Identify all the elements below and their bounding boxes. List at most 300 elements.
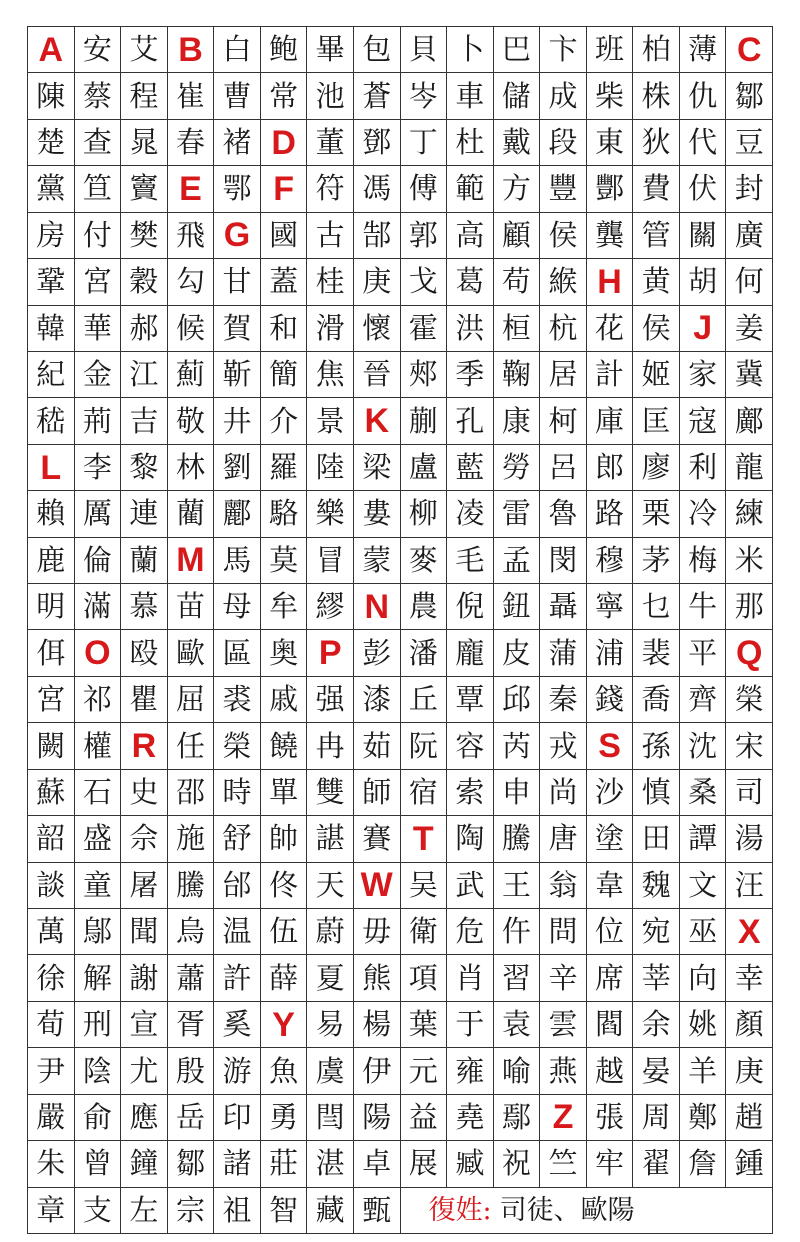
surname-cell: 肖 xyxy=(447,955,494,1001)
surname-cell: 蒼 xyxy=(354,73,401,119)
surname-cell: 倪 xyxy=(447,584,494,630)
surname-cell: 席 xyxy=(587,955,634,1001)
surname-cell: 益 xyxy=(401,1095,448,1141)
surname-cell: 明 xyxy=(28,584,75,630)
surname-cell: 母 xyxy=(214,584,261,630)
surname-cell: 池 xyxy=(307,73,354,119)
surname-cell: 那 xyxy=(726,584,773,630)
surname-cell: 奚 xyxy=(214,1002,261,1048)
surname-cell: 貝 xyxy=(401,27,448,73)
surname-cell: 闕 xyxy=(28,723,75,769)
surname-cell: 杭 xyxy=(540,306,587,352)
surname-cell: 韋 xyxy=(587,863,634,909)
surname-cell: 霍 xyxy=(401,306,448,352)
surname-cell: 季 xyxy=(447,352,494,398)
surname-cell: 夏 xyxy=(307,955,354,1001)
surname-cell: 連 xyxy=(121,491,168,537)
letter-marker-cell: C xyxy=(726,27,773,73)
surname-cell: 危 xyxy=(447,909,494,955)
surname-cell: 問 xyxy=(540,909,587,955)
surname-cell: 宮 xyxy=(28,677,75,723)
surname-cell: 童 xyxy=(75,863,122,909)
surname-cell: 寇 xyxy=(680,398,727,444)
surname-cell: 古 xyxy=(307,213,354,259)
surname-cell: 杜 xyxy=(447,120,494,166)
surname-cell: 時 xyxy=(214,770,261,816)
surname-cell: 鄧 xyxy=(354,120,401,166)
surname-cell: 穀 xyxy=(121,259,168,305)
surname-cell: 阮 xyxy=(401,723,448,769)
surname-cell: 何 xyxy=(726,259,773,305)
surname-cell: 莘 xyxy=(633,955,680,1001)
surname-cell: 榮 xyxy=(214,723,261,769)
letter-marker-cell: D xyxy=(261,120,308,166)
surname-cell: 曾 xyxy=(75,1141,122,1187)
surname-cell: 藏 xyxy=(307,1188,354,1234)
surname-cell: 繆 xyxy=(307,584,354,630)
surname-cell: 景 xyxy=(307,398,354,444)
surname-cell: 靳 xyxy=(214,352,261,398)
surname-cell: 潘 xyxy=(401,630,448,676)
surname-cell: 武 xyxy=(447,863,494,909)
surname-cell: 桑 xyxy=(680,770,727,816)
surname-cell: 游 xyxy=(214,1048,261,1094)
surname-cell: 莫 xyxy=(261,538,308,584)
surname-cell: 關 xyxy=(680,213,727,259)
surname-cell: 滿 xyxy=(75,584,122,630)
surname-cell: 解 xyxy=(75,955,122,1001)
surname-cell: 翟 xyxy=(633,1141,680,1187)
surname-cell: 倫 xyxy=(75,538,122,584)
surname-cell: 戎 xyxy=(540,723,587,769)
surname-cell: 談 xyxy=(28,863,75,909)
surname-cell: 袁 xyxy=(494,1002,541,1048)
surname-cell: 田 xyxy=(633,816,680,862)
surname-cell: 陽 xyxy=(354,1095,401,1141)
surname-cell: 農 xyxy=(401,584,448,630)
letter-marker-cell: R xyxy=(121,723,168,769)
surname-cell: 薄 xyxy=(680,27,727,73)
surname-cell: 牛 xyxy=(680,584,727,630)
surname-cell: 桂 xyxy=(307,259,354,305)
surname-cell: 鞠 xyxy=(494,352,541,398)
surname-cell: 姜 xyxy=(726,306,773,352)
surname-cell: 鄺 xyxy=(726,398,773,444)
surname-cell: 高 xyxy=(447,213,494,259)
letter-marker-cell: N xyxy=(354,584,401,630)
surname-cell: 石 xyxy=(75,770,122,816)
surname-cell: 安 xyxy=(75,27,122,73)
surname-cell: 庚 xyxy=(726,1048,773,1094)
surname-cell: 閔 xyxy=(540,538,587,584)
surname-cell: 華 xyxy=(75,306,122,352)
surname-cell: 胥 xyxy=(168,1002,215,1048)
surname-cell: 楊 xyxy=(354,1002,401,1048)
surname-cell: 諶 xyxy=(307,816,354,862)
surname-cell: 臧 xyxy=(447,1141,494,1187)
surname-cell: 毛 xyxy=(447,538,494,584)
surname-cell: 孔 xyxy=(447,398,494,444)
surname-cell: 舒 xyxy=(214,816,261,862)
surname-cell: 俞 xyxy=(75,1095,122,1141)
surname-cell: 榮 xyxy=(726,677,773,723)
surname-cell: 江 xyxy=(121,352,168,398)
letter-marker-cell: A xyxy=(28,27,75,73)
surname-cell: 胡 xyxy=(680,259,727,305)
surname-cell: 區 xyxy=(214,630,261,676)
surname-cell: 宛 xyxy=(633,909,680,955)
surname-cell: 師 xyxy=(354,770,401,816)
surname-cell: 索 xyxy=(447,770,494,816)
surname-cell: 茹 xyxy=(354,723,401,769)
surname-cell: 蓋 xyxy=(261,259,308,305)
surname-cell: 支 xyxy=(75,1188,122,1234)
surname-cell: 冀 xyxy=(726,352,773,398)
surname-cell: 郝 xyxy=(121,306,168,352)
surname-cell: 豆 xyxy=(726,120,773,166)
surname-cell: 湯 xyxy=(726,816,773,862)
surname-cell: 冷 xyxy=(680,491,727,537)
surname-cell: 容 xyxy=(447,723,494,769)
surname-cell: 慎 xyxy=(633,770,680,816)
surname-cell: 宮 xyxy=(75,259,122,305)
surname-cell: 竺 xyxy=(540,1141,587,1187)
surname-cell: 仇 xyxy=(680,73,727,119)
surname-cell: 蕭 xyxy=(168,955,215,1001)
surname-cell: 習 xyxy=(494,955,541,1001)
surname-cell: 勾 xyxy=(168,259,215,305)
surname-cell: 秦 xyxy=(540,677,587,723)
surname-cell: 居 xyxy=(540,352,587,398)
surname-cell: 譚 xyxy=(680,816,727,862)
surname-cell: 井 xyxy=(214,398,261,444)
surname-cell: 韓 xyxy=(28,306,75,352)
surname-cell: 岳 xyxy=(168,1095,215,1141)
surname-cell: 魯 xyxy=(540,491,587,537)
surname-cell: 牟 xyxy=(261,584,308,630)
surname-cell: 諸 xyxy=(214,1141,261,1187)
surname-cell: 晏 xyxy=(633,1048,680,1094)
surname-cell: 計 xyxy=(587,352,634,398)
surname-cell: 燕 xyxy=(540,1048,587,1094)
surname-cell: 樊 xyxy=(121,213,168,259)
surname-cell: 白 xyxy=(214,27,261,73)
surname-cell: 申 xyxy=(494,770,541,816)
surname-cell: 楚 xyxy=(28,120,75,166)
surname-cell: 衛 xyxy=(401,909,448,955)
surname-cell: 喻 xyxy=(494,1048,541,1094)
surname-cell: 苗 xyxy=(168,584,215,630)
surname-cell: 沈 xyxy=(680,723,727,769)
surname-cell: 徐 xyxy=(28,955,75,1001)
surname-cell: 吴 xyxy=(401,863,448,909)
surname-cell: 鈕 xyxy=(494,584,541,630)
letter-marker-cell: K xyxy=(354,398,401,444)
surname-cell: 鄢 xyxy=(494,1095,541,1141)
surname-cell: 春 xyxy=(168,120,215,166)
surname-cell: 余 xyxy=(633,1002,680,1048)
surname-cell: 佘 xyxy=(121,816,168,862)
surname-cell: 祖 xyxy=(214,1188,261,1234)
surname-cell: 笪 xyxy=(75,166,122,212)
surname-cell: 侯 xyxy=(540,213,587,259)
surname-cell: 巴 xyxy=(494,27,541,73)
surname-cell: 段 xyxy=(540,120,587,166)
surname-cell: 芮 xyxy=(494,723,541,769)
surname-cell: 候 xyxy=(168,306,215,352)
letter-marker-cell: H xyxy=(587,259,634,305)
surname-cell: 付 xyxy=(75,213,122,259)
surname-cell: 儲 xyxy=(494,73,541,119)
surname-cell: 于 xyxy=(447,1002,494,1048)
surname-cell: 幸 xyxy=(726,955,773,1001)
surname-cell: 陳 xyxy=(28,73,75,119)
letter-marker-cell: W xyxy=(354,863,401,909)
surname-cell: 唐 xyxy=(540,816,587,862)
surname-cell: 梅 xyxy=(680,538,727,584)
surname-cell: 株 xyxy=(633,73,680,119)
surname-cell: 鹿 xyxy=(28,538,75,584)
surname-cell: 塗 xyxy=(587,816,634,862)
surname-cell: 薊 xyxy=(168,352,215,398)
surname-cell: 冉 xyxy=(307,723,354,769)
surname-cell: 桓 xyxy=(494,306,541,352)
surname-cell: 項 xyxy=(401,955,448,1001)
surname-cell: 鄭 xyxy=(680,1095,727,1141)
surname-cell: 尚 xyxy=(540,770,587,816)
letter-marker-cell: O xyxy=(75,630,122,676)
surname-cell: 敬 xyxy=(168,398,215,444)
surname-cell: 柳 xyxy=(401,491,448,537)
surname-cell: 熊 xyxy=(354,955,401,1001)
surname-cell: 翁 xyxy=(540,863,587,909)
surname-cell: 薛 xyxy=(261,955,308,1001)
surname-cell: 賽 xyxy=(354,816,401,862)
letter-marker-cell: J xyxy=(680,306,727,352)
surname-cell: 温 xyxy=(214,909,261,955)
surname-cell: 酆 xyxy=(587,166,634,212)
surname-cell: 雙 xyxy=(307,770,354,816)
surname-cell: 方 xyxy=(494,166,541,212)
surname-cell: 盧 xyxy=(401,445,448,491)
surname-cell: 蘭 xyxy=(121,538,168,584)
letter-marker-cell: M xyxy=(168,538,215,584)
surname-cell: 帥 xyxy=(261,816,308,862)
surname-cell: 易 xyxy=(307,1002,354,1048)
surname-cell: 詹 xyxy=(680,1141,727,1187)
surname-cell: 雷 xyxy=(494,491,541,537)
surname-cell: 鍾 xyxy=(726,1141,773,1187)
surname-cell: 茅 xyxy=(633,538,680,584)
surname-cell: 黨 xyxy=(28,166,75,212)
surname-cell: 常 xyxy=(261,73,308,119)
surname-cell: 羊 xyxy=(680,1048,727,1094)
letter-marker-cell: Y xyxy=(261,1002,308,1048)
surname-cell: 黄 xyxy=(633,259,680,305)
surname-cell: 文 xyxy=(680,863,727,909)
surname-cell: 鞏 xyxy=(28,259,75,305)
surname-cell: 匡 xyxy=(633,398,680,444)
surname-cell: 柏 xyxy=(633,27,680,73)
surname-cell: 李 xyxy=(75,445,122,491)
surname-cell: 程 xyxy=(121,73,168,119)
surname-cell: 褚 xyxy=(214,120,261,166)
surname-cell: 牢 xyxy=(587,1141,634,1187)
surname-cell: 戴 xyxy=(494,120,541,166)
surname-cell: 鐘 xyxy=(121,1141,168,1187)
surname-cell: 葉 xyxy=(401,1002,448,1048)
surname-cell: 晁 xyxy=(121,120,168,166)
surname-cell: 沙 xyxy=(587,770,634,816)
surname-cell: 寧 xyxy=(587,584,634,630)
surname-cell: 伊 xyxy=(354,1048,401,1094)
surname-cell: 郭 xyxy=(401,213,448,259)
surname-cell: 皮 xyxy=(494,630,541,676)
surname-cell: 騰 xyxy=(494,816,541,862)
surname-cell: 左 xyxy=(121,1188,168,1234)
surname-cell: 陶 xyxy=(447,816,494,862)
surname-cell: 辛 xyxy=(540,955,587,1001)
surname-cell: 奥 xyxy=(261,630,308,676)
surname-cell: 慕 xyxy=(121,584,168,630)
surname-cell: 閆 xyxy=(307,1095,354,1141)
surname-cell: 龐 xyxy=(447,630,494,676)
surname-cell: 婁 xyxy=(354,491,401,537)
surname-cell: 侯 xyxy=(633,306,680,352)
surname-cell: 豐 xyxy=(540,166,587,212)
surname-cell: 强 xyxy=(307,677,354,723)
surname-cell: 彭 xyxy=(354,630,401,676)
surname-cell: 位 xyxy=(587,909,634,955)
surname-cell: 荀 xyxy=(28,1002,75,1048)
surname-cell: 乜 xyxy=(633,584,680,630)
surname-cell: 周 xyxy=(633,1095,680,1141)
surname-cell: 喬 xyxy=(633,677,680,723)
letter-marker-cell: L xyxy=(28,445,75,491)
surname-cell: 和 xyxy=(261,306,308,352)
surname-cell: 司 xyxy=(726,770,773,816)
surname-cell: 羅 xyxy=(261,445,308,491)
surname-cell: 殴 xyxy=(121,630,168,676)
surname-cell: 卜 xyxy=(447,27,494,73)
surname-cell: 勞 xyxy=(494,445,541,491)
surname-cell: 覃 xyxy=(447,677,494,723)
surname-cell: 朱 xyxy=(28,1141,75,1187)
surname-cell: 龍 xyxy=(726,445,773,491)
surname-cell: 賴 xyxy=(28,491,75,537)
surname-cell: 陸 xyxy=(307,445,354,491)
surname-cell: 宋 xyxy=(726,723,773,769)
surname-cell: 向 xyxy=(680,955,727,1001)
surname-cell: 騰 xyxy=(168,863,215,909)
surname-cell: 介 xyxy=(261,398,308,444)
surname-cell: 麥 xyxy=(401,538,448,584)
surname-cell: 陰 xyxy=(75,1048,122,1094)
surname-cell: 鲍 xyxy=(261,27,308,73)
surname-cell: 錢 xyxy=(587,677,634,723)
surname-cell: 邵 xyxy=(168,770,215,816)
letter-marker-cell: B xyxy=(168,27,215,73)
surname-cell: 蒙 xyxy=(354,538,401,584)
surname-cell: 成 xyxy=(540,73,587,119)
surname-cell: 狄 xyxy=(633,120,680,166)
surname-cell: 仵 xyxy=(494,909,541,955)
surname-cell: 越 xyxy=(587,1048,634,1094)
surname-cell: 葛 xyxy=(447,259,494,305)
surname-cell: 柴 xyxy=(587,73,634,119)
surname-cell: 花 xyxy=(587,306,634,352)
surname-cell: 浦 xyxy=(587,630,634,676)
surname-cell: 顧 xyxy=(494,213,541,259)
surname-cell: 甄 xyxy=(354,1188,401,1234)
surname-cell: 凌 xyxy=(447,491,494,537)
surname-cell: 藺 xyxy=(168,491,215,537)
surname-cell: 封 xyxy=(726,166,773,212)
surname-cell: 趙 xyxy=(726,1095,773,1141)
surname-cell: 嚴 xyxy=(28,1095,75,1141)
surname-cell: 曹 xyxy=(214,73,261,119)
surname-cell: 吉 xyxy=(121,398,168,444)
surname-cell: 鄂 xyxy=(214,166,261,212)
surname-cell: 邱 xyxy=(494,677,541,723)
surname-cell: 瞿 xyxy=(121,677,168,723)
surname-cell: 刑 xyxy=(75,1002,122,1048)
surname-cell: 馬 xyxy=(214,538,261,584)
surname-cell: 崔 xyxy=(168,73,215,119)
surname-cell: 甘 xyxy=(214,259,261,305)
surname-cell: 鄔 xyxy=(75,909,122,955)
surname-cell: 尹 xyxy=(28,1048,75,1094)
surname-cell: 郟 xyxy=(401,352,448,398)
surname-cell: 佟 xyxy=(261,863,308,909)
surname-cell: 丁 xyxy=(401,120,448,166)
surname-cell: 蒲 xyxy=(540,630,587,676)
surname-cell: 班 xyxy=(587,27,634,73)
surname-cell: 顏 xyxy=(726,1002,773,1048)
surname-cell: 汪 xyxy=(726,863,773,909)
surname-grid xyxy=(27,26,773,1234)
surname-cell: 雲 xyxy=(540,1002,587,1048)
surname-cell: 廣 xyxy=(726,213,773,259)
surname-cell: 屠 xyxy=(121,863,168,909)
surname-cell: 裘 xyxy=(214,677,261,723)
surname-cell: 蔚 xyxy=(307,909,354,955)
surname-cell: 康 xyxy=(494,398,541,444)
surname-cell: 烏 xyxy=(168,909,215,955)
surname-cell: 董 xyxy=(307,120,354,166)
surname-cell: 韶 xyxy=(28,816,75,862)
surname-cell: 郎 xyxy=(587,445,634,491)
surname-cell: 傅 xyxy=(401,166,448,212)
surname-cell: 費 xyxy=(633,166,680,212)
letter-marker-cell: P xyxy=(307,630,354,676)
surname-cell: 嵇 xyxy=(28,398,75,444)
surname-cell: 房 xyxy=(28,213,75,259)
surname-cell: 平 xyxy=(680,630,727,676)
surname-cell: 駱 xyxy=(261,491,308,537)
surname-cell: 廖 xyxy=(633,445,680,491)
surname-cell: 賀 xyxy=(214,306,261,352)
surname-cell: 丘 xyxy=(401,677,448,723)
letter-marker-cell: F xyxy=(261,166,308,212)
surname-cell: 焦 xyxy=(307,352,354,398)
surname-cell: 柯 xyxy=(540,398,587,444)
surname-cell: 裴 xyxy=(633,630,680,676)
surname-cell: 懷 xyxy=(354,306,401,352)
surname-cell: 聶 xyxy=(540,584,587,630)
surname-cell: 梁 xyxy=(354,445,401,491)
surname-cell: 蔡 xyxy=(75,73,122,119)
